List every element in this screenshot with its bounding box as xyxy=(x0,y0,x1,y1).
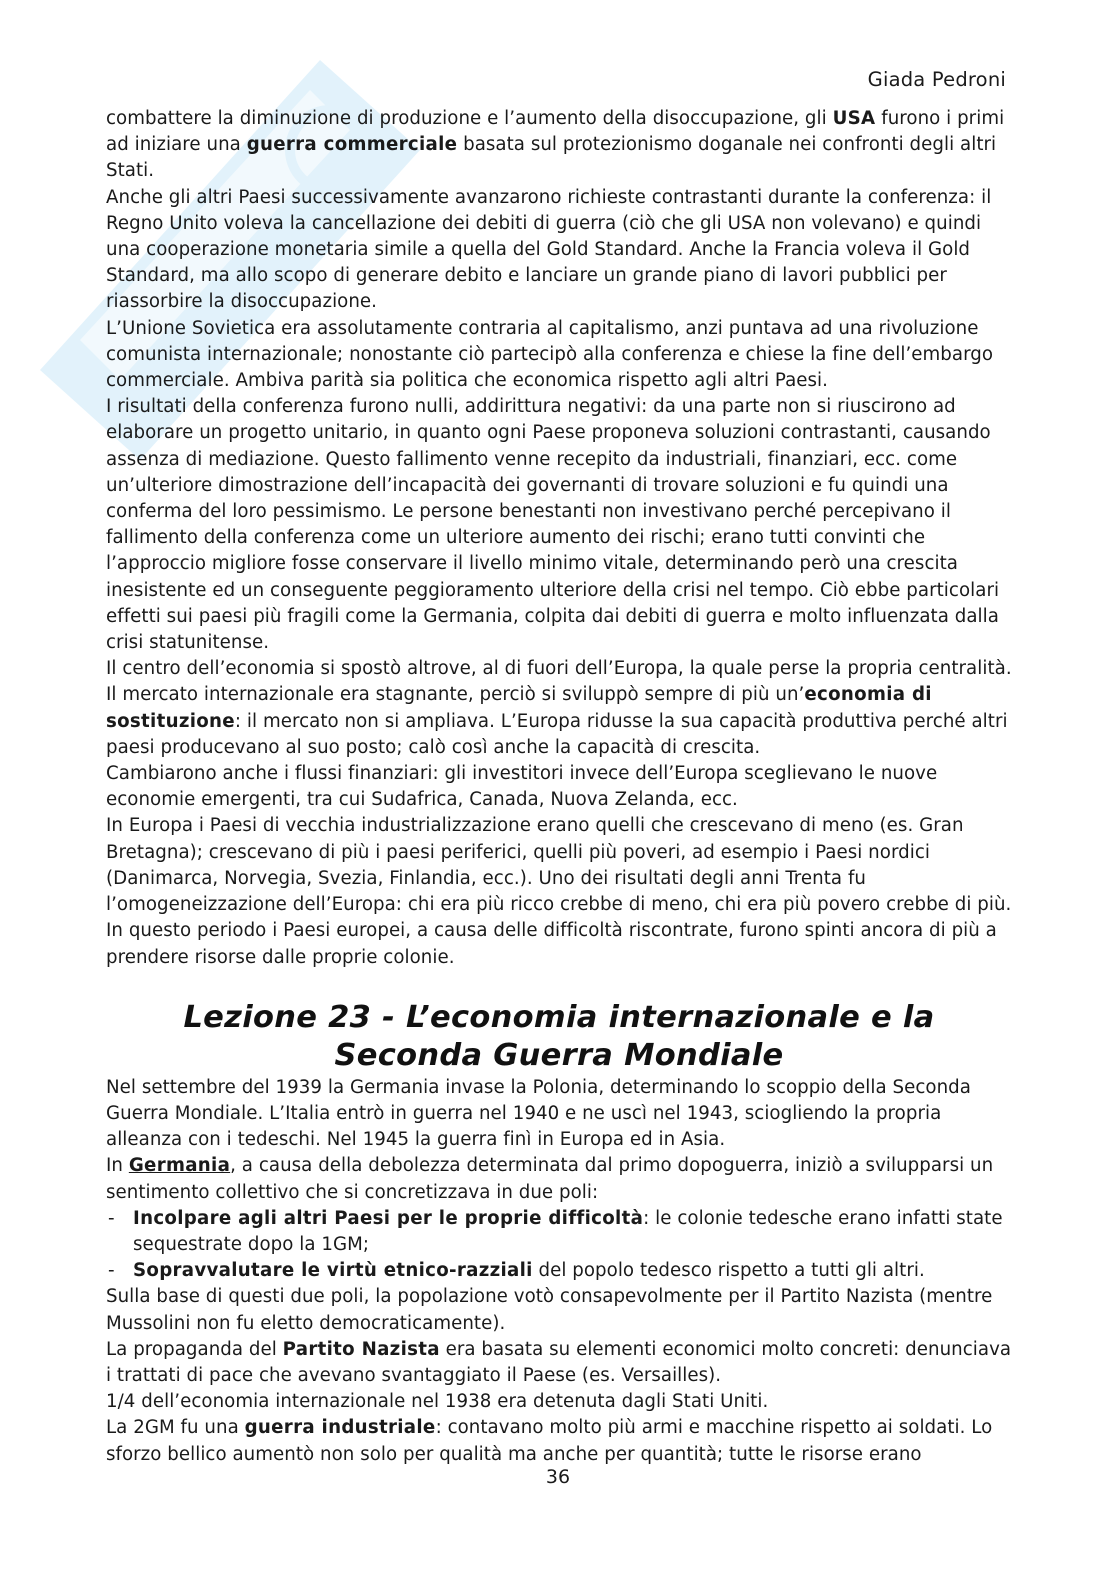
lesson-title: Lezione 23 - L’economia internazionale e la Seconda Guerra Mondiale xyxy=(183,999,935,1073)
paragraph-settembre-1939: Nel settembre del 1939 la Germania invase la Polonia, determinando lo scoppio della Seconda Guerra Mondiale. L’Italia entrò in guerra nel 1940 e ne uscì nel 1943, sciogliendo la propria alleanza con i tedeschi. Nel 1945 la guerra finì in Europa ed in Asia. xyxy=(106,1076,971,1151)
paragraph-usa: combattere la diminuzione di produzione e l’aumento della disoccupazione, gli USA furono i primi ad iniziare una guerra commerciale basata sul protezionismo doganale nei confronti degli altri Stati. xyxy=(106,108,1005,182)
bullet-dash: - xyxy=(108,1260,115,1282)
term-economia-di-sostituzione: economia di sostituzione xyxy=(106,684,932,732)
paragraph-flussi-finanziari: Cambiarono anche i flussi finanziari: gli investitori invece dell’Europa sceglievano le nuove economie emergenti, tra cui Sudafrica, Canada, Nuova Zelanda, ecc. xyxy=(106,763,938,811)
paragraph-altri-paesi: Anche gli altri Paesi successivamente avanzarono richieste contrastanti durante la conferenza: il Regno Unito voleva la cancellazione dei debiti di guerra (ciò che gli USA non volevano) e quindi una cooperazione monetaria simile a quella del Gold Standard. Anche la Francia voleva il Gold Standard, ma allo scopo di generare debito e lanciare un grande piano di lavori pubblici per riassorbire la disoccupazione. xyxy=(106,186,992,313)
paragraph-economia-1938: 1/4 dell’economia internazionale nel 1938 era detenuta dagli Stati Uniti. xyxy=(106,1391,769,1413)
paragraph-mercato-internazionale: Il mercato internazionale era stagnante, perciò si sviluppò sempre di più un’economia di sostituzione: il mercato non si ampliava. L’Europa ridusse la sua capacità produttiva perché altri paesi producevano al suo posto; calò così anche la capacità di crescita. xyxy=(106,684,1008,758)
term-incolpare: Incolpare agli altri Paesi per le proprie difficoltà xyxy=(133,1207,644,1229)
term-germania: Germania xyxy=(128,1155,231,1177)
page-number: 36 xyxy=(545,1466,571,1488)
bullet-item: - Incolpare agli altri Paesi per le proprie difficoltà: le colonie tedesche erano infatti state sequestrate dopo la 1GM; xyxy=(108,1207,1003,1255)
term-sopravvalutare: Sopravvalutare le virtù etnico-razziali xyxy=(133,1260,533,1282)
paragraph-centro-economia: Il centro dell’economia si spostò altrove, al di fuori dell’Europa, la quale perse la propria centralità. xyxy=(106,658,1012,680)
page-content xyxy=(106,106,1012,1468)
term-guerra-industriale: guerra industriale xyxy=(244,1417,436,1439)
bullet-dash: - xyxy=(108,1207,115,1229)
paragraph-unione-sovietica: L’Unione Sovietica era assolutamente contraria al capitalismo, anzi puntava ad una rivoluzione comunista internazionale; nonostante ciò partecipò alla conferenza e chiese la fine dell’embargo commerciale. Ambiva parità sia politica che economica rispetto agli altri Paesi. xyxy=(106,317,994,392)
paragraph-colonie: In questo periodo i Paesi europei, a causa delle difficoltà riscontrate, furono spinti ancora di più a prendere risorse dalle proprie colonie. xyxy=(106,920,997,968)
bullet-item: - Sopravvalutare le virtù etnico-razziali del popolo tedesco rispetto a tutti gli altri. xyxy=(106,1258,1012,1284)
term-partito-nazista: Partito Nazista xyxy=(282,1338,440,1360)
author-name: Giada Pedroni xyxy=(867,68,1006,91)
paragraph-propaganda: La propaganda del Partito Nazista era basata su elementi economici molto concreti: denunciava i trattati di pace che avevano svantaggiato il Paese (es. Versailles). xyxy=(106,1338,1012,1386)
term-usa: USA xyxy=(832,108,876,129)
term-guerra-commerciale: guerra commerciale xyxy=(246,134,458,156)
paragraph-germania: In Germania, a causa della debolezza determinata dal primo dopoguerra, iniziò a svilupparsi un sentimento collettivo che si concretizzava in due poli: xyxy=(106,1155,994,1203)
paragraph-guerra-industriale: La 2GM fu una guerra industriale: contavano molto più armi e macchine rispetto ai soldati. Lo sforzo bellico aumentò non solo per qualità ma anche per quantità; tutte le risorse erano xyxy=(106,1417,993,1465)
paragraph-poli: Sulla base di questi due poli, la popolazione votò consapevolmente per il Partito Nazista (mentre Mussolini non fu eletto democraticamente). xyxy=(106,1286,993,1334)
paragraph-europa-paesi: In Europa i Paesi di vecchia industrializzazione erano quelli che crescevano di meno (es. Gran Bretagna); crescevano di più i paesi periferici, quelli più poveri, ad esempio i Paesi nordici (Danimarca, Norvegia, Svezia, Finlandia, ecc.). Uno dei risultati degli anni Trenta fu l’omogeneizzazione dell’Europa: chi era più ricco crebbe di meno, chi era più povero crebbe di più. xyxy=(106,815,1012,916)
paragraph-risultati-conferenza: I risultati della conferenza furono nulli, addirittura negativi: da una parte non si riuscirono ad elaborare un progetto unitario, in quanto ogni Paese proponeva soluzioni contrastanti, causando assenza di mediazione. Questo fallimento venne recepito da industriali, finanziari, ecc. come un’ulteriore dimostrazione dell’incapacità dei governanti di trovare soluzioni e fu quindi una conferma del loro pessimismo. Le persone benestanti non investivano perché percepivano il fallimento della conferenza come un ulteriore aumento dei rischi; erano tutti convinti che l’approccio migliore fosse conservare il livello minimo vitale, determinando però una crescita inesistente ed un conseguente peggioramento ulteriore della crisi nel tempo. Ciò ebbe particolari effetti sui paesi più fragili come la Germania, colpita dai debiti di guerra e molto influenzata dalla crisi statunitense. xyxy=(106,396,1000,654)
